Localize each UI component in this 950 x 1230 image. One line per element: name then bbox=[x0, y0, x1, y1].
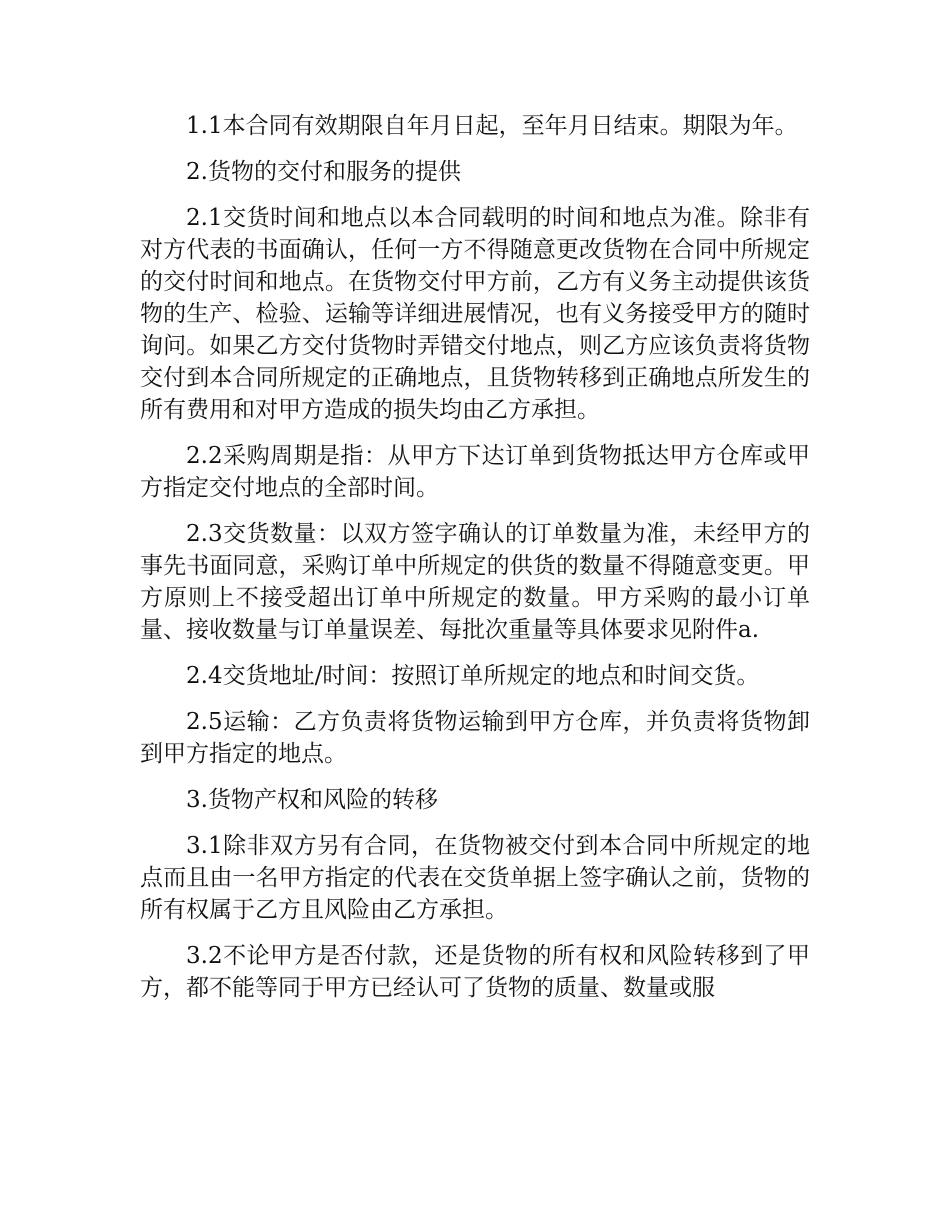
heading-3-ownership-risk: 3.货物产权和风险的转移 bbox=[186, 787, 438, 813]
paragraph-2-3-quantity: 2.3交货数量：以双方签字确认的订单数量为准，未经甲方的事先书面同意，采购订单中所规定的供货的数量不得随意变更。甲方原则上不接受超出订单中所规定的数量。甲方采购的最小订单量、接收数量与订单量误差、每批次重量等具体要求见附件a. bbox=[140, 521, 810, 643]
document-body bbox=[140, 110, 810, 1018]
paragraph-2-5-transport: 2.5运输：乙方负责将货物运输到甲方仓库，并负责将货物卸到甲方指定的地点。 bbox=[140, 709, 810, 767]
paragraph-3-1-ownership: 3.1除非双方另有合同，在货物被交付到本合同中所规定的地点而且由一名甲方指定的代表在交货单据上签字确认之前，货物的所有权属于乙方且风险由乙方承担。 bbox=[140, 833, 810, 923]
paragraph-1-1-term: 1.1本合同有效期限自年月日起，至年月日结束。期限为年。 bbox=[186, 113, 798, 139]
paragraph-3-2-payment: 3.2不论甲方是否付款，还是货物的所有权和风险转移到了甲方，都不能等同于甲方已经认可了货物的质量、数量或服 bbox=[140, 943, 810, 1001]
paragraph-2-2-procurement-cycle: 2.2采购周期是指：从甲方下达订单到货物抵达甲方仓库或甲方指定交付地点的全部时间。 bbox=[140, 443, 810, 501]
paragraph-2-1-time-place: 2.1交货时间和地点以本合同载明的时间和地点为准。除非有对方代表的书面确认，任何一方不得随意更改货物在合同中所规定的交付时间和地点。在货物交付甲方前，乙方有义务主动提供该货物的生产、检验、运输等详细进展情况，也有义务接受甲方的随时询问。如果乙方交付货物时弄错交付地点，则乙方应该负责将货物交付到本合同所规定的正确地点，且货物转移到正确地点所发生的所有费用和对甲方造成的损失均由乙方承担。 bbox=[140, 205, 810, 423]
heading-2-delivery: 2.货物的交付和服务的提供 bbox=[186, 159, 461, 185]
paragraph-2-4-address-time: 2.4交货地址/时间：按照订单所规定的地点和时间交货。 bbox=[186, 663, 760, 689]
